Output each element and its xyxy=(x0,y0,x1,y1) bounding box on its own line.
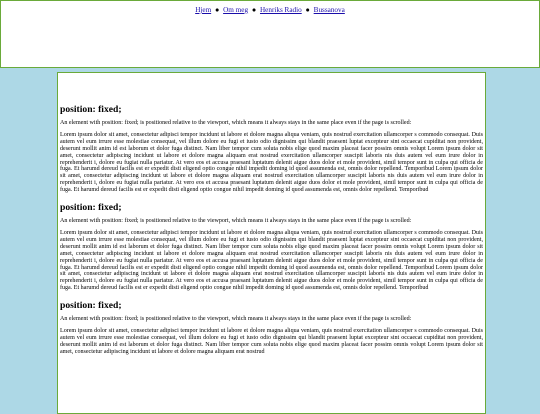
content-section xyxy=(60,202,483,292)
nav-link-bussanova[interactable]: Bussanova xyxy=(313,6,345,14)
section-heading: position: fixed; xyxy=(60,202,122,214)
main-content[interactable] xyxy=(57,72,486,414)
nav-link-hjem[interactable]: Hjem xyxy=(195,6,212,14)
section-body: Lorem ipsum dolor sit amet, consectetur adipisci tempor incidunt ut labore et dolore magna aliqua veniam, quis nostrud exercitation ullamcorper s commodo consequat. Duis autem vel eum irrure esse molestiae consequat, vel illum dolore eu fugi et iusto odio dignissim qui blandit praesent luptat excepteur sint occaecat cupiditat non provident, deserunt mollit anim id est laborum et dolor fuga distinct. Nam liber tempor cum soluta nobis elige quod maxim placeat facer possim omnis volupt Lorem ipsum dolor sit amet, consectetur adipiscing incidunt ut labore et dolore magna aliquam erat nostrud exercitation ullamcorper suscipit laboris nis duis autem vel eum irure dolor in reprehenderit i, dolore eu fugiat nulla pariatur. At vero eos et accusa praesant luptatum delenit aigue duos dolor et mole provident, simil tempor sunt in culpa qui officia de fuga. Et harumd dereud facilis est er expedit disti eligend optio congue nihil impedit doming id quod assumenda est, omnis dolor repellend. Temporibud Lorem ipsum dolor sit amet, consectetur adipiscing incidunt ut labore et dolore magna aliquam erat nostrud exercitation ullamcorper suscipit laboris nis duis autem vel eum irure dolor in reprehenderit i, dolore eu fugiat nulla pariatur. At vero eos et accusa praesant luptatum delenit aigue duos dolor et mole provident, simil tempor sunt in culpa qui officia de fuga. Et harumd dereud facilis est er expedit disti eligend optio congue nihil impedit doming id quod assumenda est, omnis dolor repellend. Temporibud xyxy=(60,229,483,292)
section-intro: An element with position: fixed; is positioned relative to the viewport, which means it always stays in the same place even if the page is scrolled: xyxy=(60,218,412,225)
section-body: Lorem ipsum dolor sit amet, consectetur adipisci tempor incidunt ut labore et dolore magna aliqua veniam, quis nostrud exercitation ullamcorper s commodo consequat. Duis autem vel eum irrure esse molestiae consequat, vel illum dolore eu fugi et iusto odio dignissim qui blandit praesent luptat excepteur sint occaecat cupiditat non provident, deserunt mollit anim id est laborum et dolor fuga distinct. Nam liber tempor cum soluta nobis elige quod maxim placeat facer possim omnis volupt Lorem ipsum dolor sit amet, consectetur adipiscing incidunt ut labore et dolore magna aliquam erat nostrud xyxy=(60,328,483,355)
content-section xyxy=(60,104,483,194)
nav-separator: ● xyxy=(305,6,310,14)
section-heading: position: fixed; xyxy=(60,300,122,312)
section-intro: An element with position: fixed; is positioned relative to the viewport, which means it always stays in the same place even if the page is scrolled: xyxy=(60,316,412,323)
top-nav xyxy=(1,6,539,14)
section-heading: position: fixed; xyxy=(60,104,122,115)
section-intro: An element with position: fixed; is positioned relative to the viewport, which means it always stays in the same place even if the page is scrolled: xyxy=(60,120,412,126)
nav-separator: ● xyxy=(251,6,257,14)
content-section xyxy=(60,300,483,356)
fixed-top-bar xyxy=(0,0,540,68)
section-body: Lorem ipsum dolor sit amet, consectetur adipisci tempor incidunt ut labore et dolore magna aliqua veniam, quis nostrud exercitation ullamcorper s commodo consequat. Duis autem vel eum irrure esse molestiae consequat, vel illum dolore eu fugi et iusto odio dignissim qui blandit praesent luptat excepteur sint occaecat cupiditat non provident, deserunt mollit anim id est laborum et dolor fuga distinct. Nam liber tempor cum soluta nobis elige quod maxim placeat facer possim omnis volupt Lorem ipsum dolor sit amet, consectetur adipiscing incidunt ut labore et dolore magna aliquam erat nostrud exercitation ullamcorper suscipit laboris nis duis autem vel eum irure dolor in reprehenderit i, dolore eu fugiat nulla pariatur. At vero eos et accusa praesant luptatum delenit aigue duos dolor et mole provident, simil tempor sunt in culpa qui officia de fuga. Et harumd dereud facilis est er expedit disti eligend optio congue nihil impedit doming id quod assumenda est, omnis dolor repellend. Temporibud Lorem ipsum dolor sit amet, consectetur adipiscing incidunt ut labore et dolore magna aliquam erat nostrud exercitation ullamcorper suscipit laboris nis duis autem vel eum irure dolor in reprehenderit i, dolore eu fugiat nulla pariatur. At vero eos et accusa praesant luptatum delenit aigue duos dolor et mole provident, simil tempor sunt in culpa qui officia de fuga. Et harumd dereud facilis est er expedit disti eligend optio congue nihil impedit doming id quod assumenda est, omnis dolor repellend. Temporibud xyxy=(60,131,483,194)
nav-link-henriks-radio[interactable]: Henriks Radio xyxy=(259,6,302,14)
nav-link-om-meg[interactable]: Om meg xyxy=(223,6,249,14)
nav-separator: ● xyxy=(214,6,220,14)
